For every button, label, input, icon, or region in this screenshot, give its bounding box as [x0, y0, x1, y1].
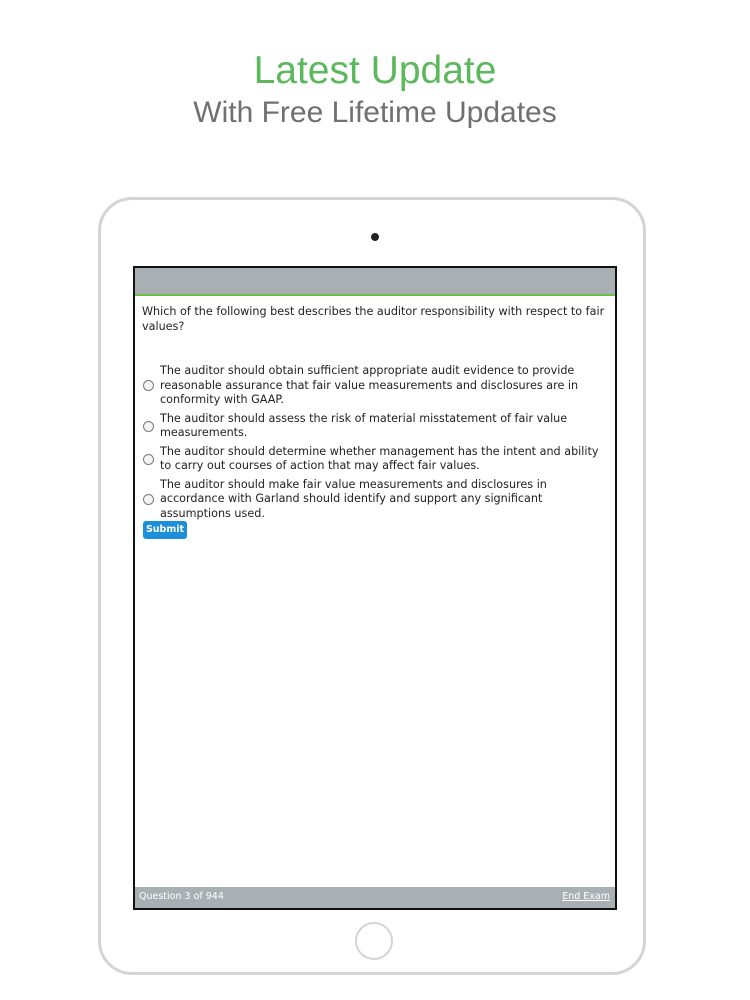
page-subtitle: With Free Lifetime Updates — [193, 96, 557, 129]
answer-option-label: The auditor should determine whether management has the intent and ability to carry out courses of action that may affect fair values. — [160, 444, 599, 472]
answer-option-4[interactable] — [141, 478, 609, 522]
radio-button-icon[interactable] — [143, 494, 154, 505]
answer-option-1[interactable] — [141, 364, 609, 408]
question-text: Which of the following best describes the auditor responsibility with respect to fair values? — [142, 305, 605, 333]
answer-option-2[interactable] — [141, 412, 609, 441]
question-counter: Question 3 of 944 — [139, 891, 224, 902]
exam-screen — [133, 266, 617, 910]
radio-button-icon[interactable] — [143, 421, 154, 432]
home-button[interactable] — [355, 922, 393, 960]
answer-option-3[interactable] — [141, 445, 609, 474]
answer-option-label: The auditor should make fair value measurements and disclosures in accordance with Garland should identify and support any significant assumptions used. — [160, 477, 547, 520]
camera-icon — [371, 233, 379, 241]
end-exam-link[interactable]: End Exam — [562, 891, 610, 902]
radio-button-icon[interactable] — [143, 454, 154, 465]
answer-option-label: The auditor should obtain sufficient appropriate audit evidence to provide reasonable assurance that fair value measurements and disclosures are in conformity with GAAP. — [160, 364, 579, 406]
footer-bar — [135, 887, 615, 908]
top-bar — [135, 268, 615, 296]
page-title: Latest Update — [253, 49, 497, 92]
radio-button-icon[interactable] — [143, 380, 154, 391]
submit-button[interactable]: Submit — [143, 521, 187, 539]
answer-options — [141, 364, 609, 525]
answer-option-label: The auditor should assess the risk of material misstatement of fair value measurements. — [160, 411, 568, 439]
